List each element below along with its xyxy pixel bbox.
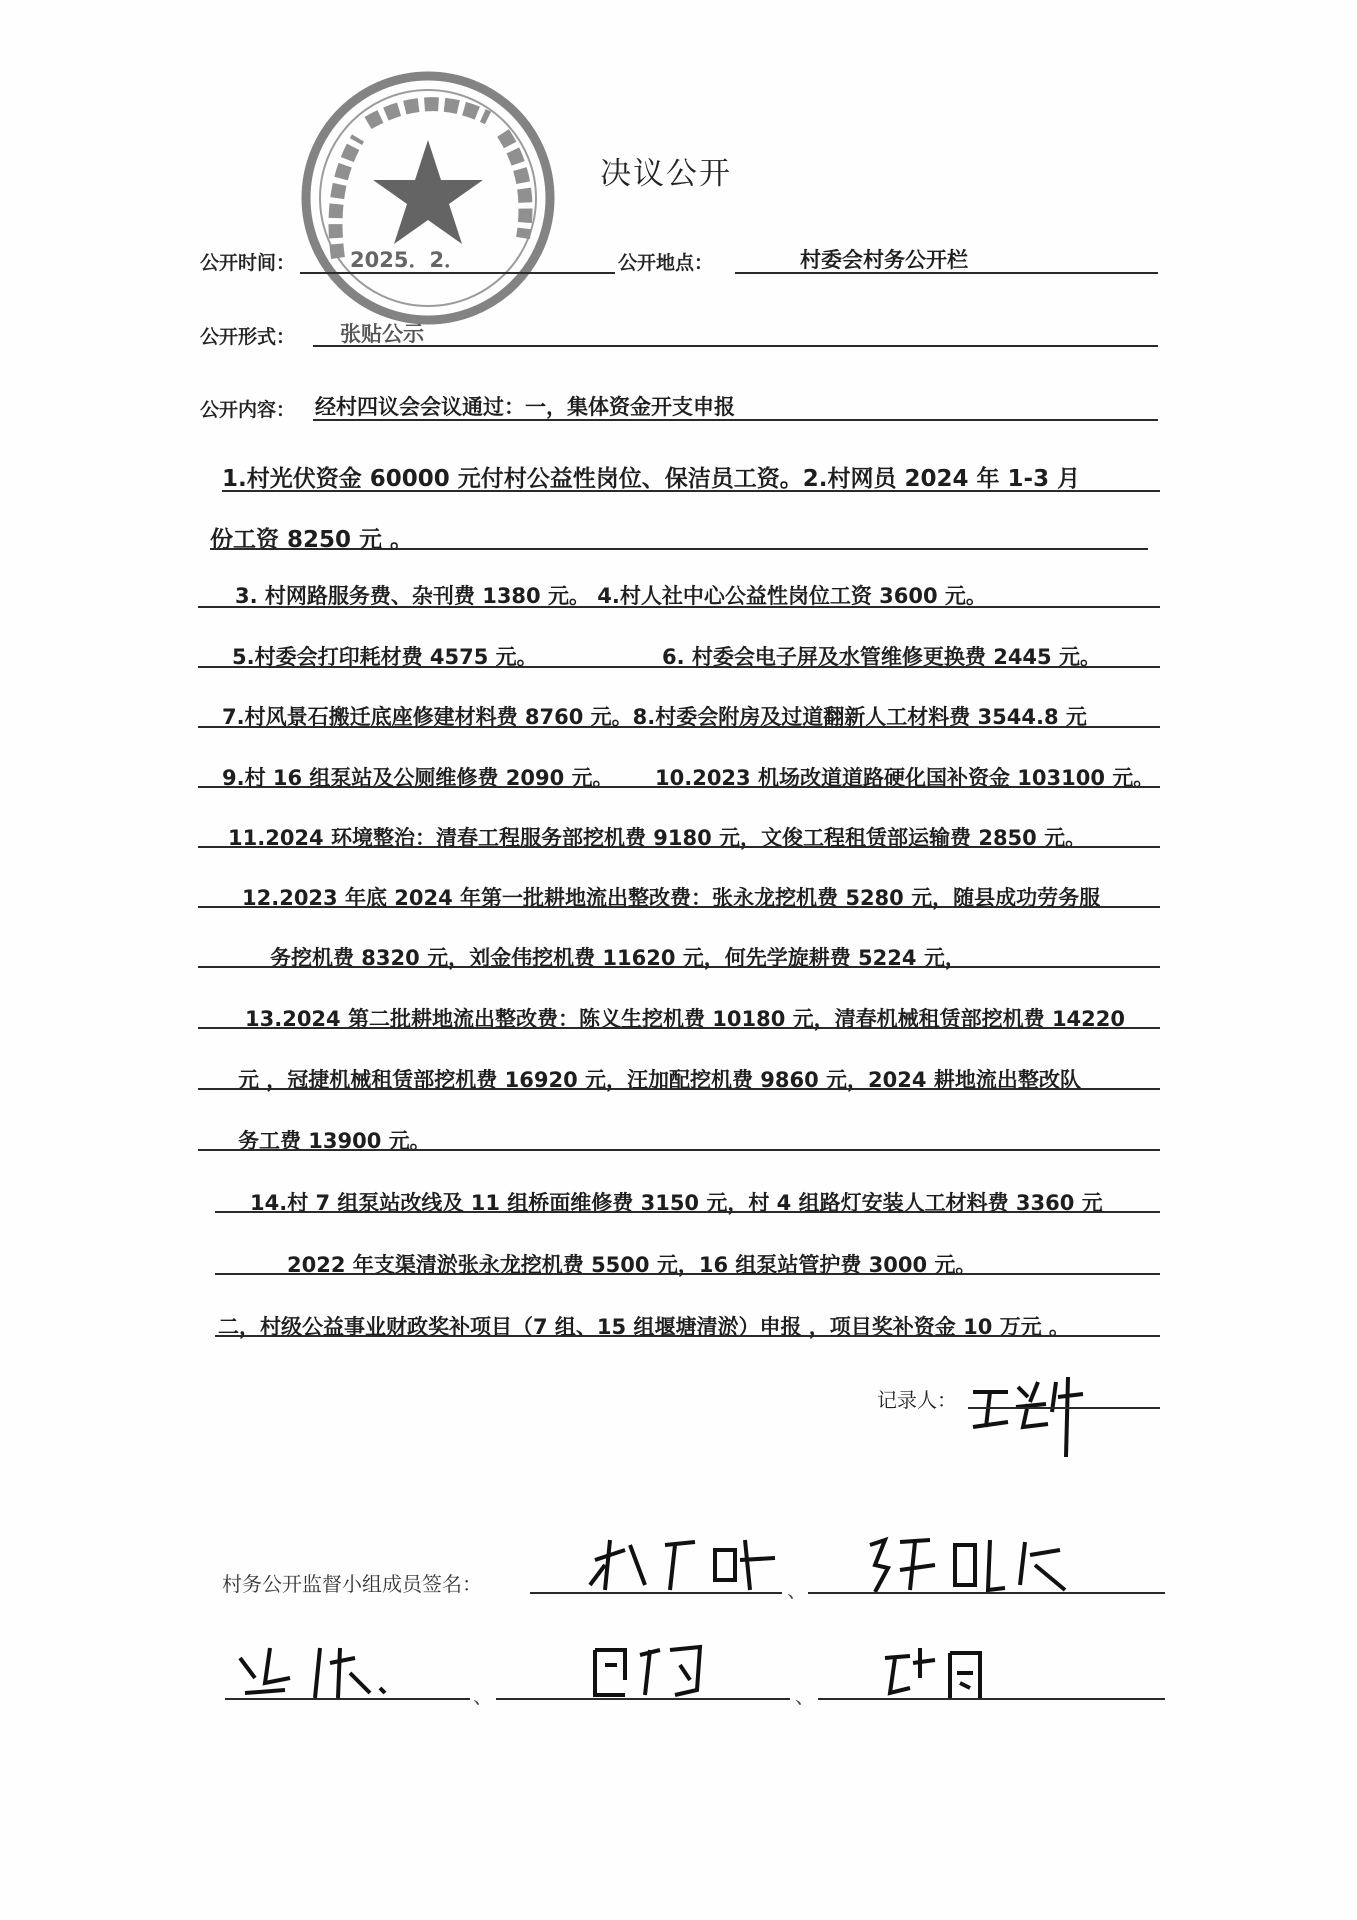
item-line: 1.村光伏资金 60000 元付村公益性岗位、保洁员工资。2.村网员 2024 年 1-3 月 [222,466,1081,492]
item-line: 3. 村网路服务费、杂刊费 1380 元。 4.村人社中心公益性岗位工资 3600 元。 [235,584,987,608]
signature-1-icon [585,1530,785,1600]
supervision-label: 村务公开监督小组成员签名： [222,1572,482,1596]
recorder-underline [968,1407,1160,1409]
item-underline [210,548,1148,550]
recorder-label: 记录人： [877,1388,957,1412]
item-underline [198,726,1160,728]
item-line: 元 ，冠捷机械租赁部挖机费 16920 元，汪加配挖机费 9860 元，2024 耕地流出整改队 [238,1068,1081,1092]
item-underline [198,666,1160,668]
item-underline [215,1273,1160,1275]
official-seal-icon [298,68,558,328]
content-value: 经村四议会会议通过：一，集体资金开支申报 [315,395,735,419]
item-underline [198,1088,1160,1090]
item-line: 14.村 7 组泵站改线及 11 组桥面维修费 3150 元，村 4 组路灯安装人工材料费 3360 元 [250,1191,1103,1215]
signature-3-underline [225,1698,470,1700]
time-value: 2025．2． [350,248,466,272]
item-line: 12.2023 年底 2024 年第一批耕地流出整改费：张永龙挖机费 5280 元，随县成功劳务服 [242,886,1101,910]
location-value: 村委会村务公开栏 [800,248,968,272]
signature-5-underline [818,1698,1165,1700]
item-line: 务挖机费 8320 元，刘金伟挖机费 11620 元，何先学旋耕费 5224 元， [270,946,966,970]
time-label: 公开时间： [200,252,296,274]
location-underline [735,272,1158,274]
item-line: 5.村委会打印耗材费 4575 元。 [232,645,538,669]
signature-2-underline [808,1592,1165,1594]
item-line: 13.2024 第二批耕地流出整改费：陈义生挖机费 10180 元，清春机械租赁部挖机费 14220 [245,1007,1126,1031]
time-underline [300,272,615,274]
content-underline [313,419,1158,421]
item-line: 9.村 16 组泵站及公厕维修费 2090 元。 [222,766,614,790]
content-label: 公开内容： [200,399,296,421]
recorder-signature-icon [968,1372,1098,1462]
form-label: 公开形式： [200,326,296,348]
signature-2-icon [860,1530,1070,1600]
signature-1-underline [530,1592,782,1594]
item-line: 二，村级公益事业财政奖补项目（7 组、15 组堰塘清淤）申报 ，项目奖补资金 10 万元 。 [218,1315,1070,1339]
item-line: 11.2024 环境整治：清春工程服务部挖机费 9180 元，文俊工程租赁部运输费 2850 元。 [228,826,1087,850]
item-underline [198,1149,1160,1151]
signature-separator: 、 [795,1684,815,1708]
document-title: 决议公开 [600,156,732,192]
location-label: 公开地点： [618,252,714,274]
signature-separator: 、 [473,1684,493,1708]
item-line: 10.2023 机场改道道路硬化国补资金 103100 元。 [655,766,1155,790]
item-line: 份工资 8250 元 。 [210,527,414,553]
item-underline [215,1211,1160,1213]
item-line: 6. 村委会电子屏及水管维修更换费 2445 元。 [662,645,1101,669]
item-line: 务工费 13900 元。 [238,1129,431,1153]
item-line: 2022 年支渠清淤张永龙挖机费 5500 元，16 组泵站管护费 3000 元。 [287,1253,977,1277]
item-underline [198,606,1160,608]
item-underline [198,786,1160,788]
item-underline [198,906,1160,908]
item-underline [222,490,1160,492]
item-line: 7.村风景石搬迁底座修建材料费 8760 元。8.村委会附房及过道翻新人工材料费 3544.8 元 [222,705,1087,729]
signature-separator: 、 [787,1578,807,1602]
item-underline [198,1027,1160,1029]
signature-4-underline [496,1698,790,1700]
form-value: 张贴公示 [340,322,424,346]
item-underline [198,966,1160,968]
form-underline [313,345,1158,347]
item-underline [215,1335,1160,1337]
item-underline [198,846,1160,848]
